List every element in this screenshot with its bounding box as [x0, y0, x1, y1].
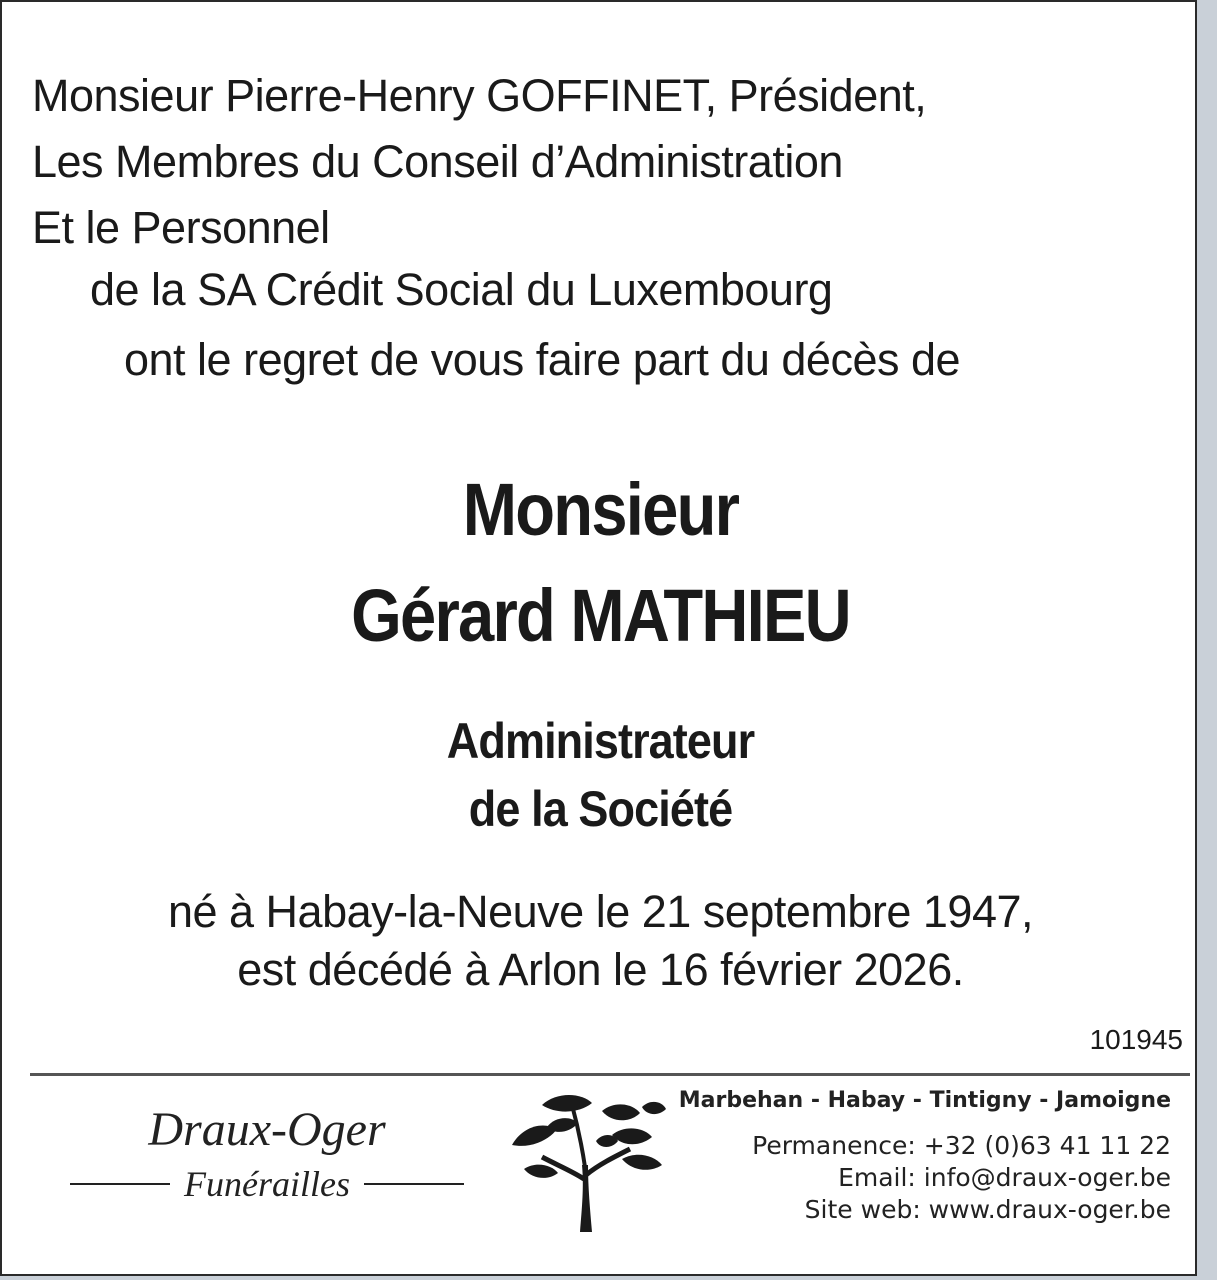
- funeral-home-logo-text: [62, 1102, 472, 1204]
- funeral-home-website: Site web: www.draux-oger.be: [804, 1195, 1171, 1224]
- deceased-name: Gérard MATHIEU: [351, 574, 850, 657]
- funeral-home-email: Email: info@draux-oger.be: [838, 1163, 1171, 1192]
- birth-info: né à Habay-la-Neuve le 21 septembre 1947,: [167, 886, 1034, 937]
- rule-left: [70, 1183, 170, 1185]
- intro-line-president: Monsieur Pierre-Henry GOFFINET, Président,: [32, 70, 927, 121]
- deceased-role-line2: de la Société: [468, 781, 733, 837]
- reference-number: 101945: [1089, 1024, 1183, 1055]
- tree-icon: [502, 1087, 672, 1237]
- deceased-title: Monsieur: [462, 468, 739, 551]
- funeral-home-name: Draux-Oger: [148, 1103, 386, 1156]
- rule-right: [364, 1183, 464, 1185]
- funeral-home-phone: Permanence: +32 (0)63 41 11 22: [752, 1131, 1171, 1160]
- intro-line-staff: Et le Personnel: [32, 202, 330, 253]
- divider: [30, 1073, 1190, 1076]
- funeral-home-subtitle-row: [62, 1164, 472, 1204]
- intro-line-company: de la SA Crédit Social du Luxembourg: [90, 264, 833, 315]
- funeral-home-towns: Marbehan - Habay - Tintigny - Jamoigne: [678, 1088, 1171, 1113]
- intro-line-board: Les Membres du Conseil d’Administration: [32, 136, 843, 187]
- death-info: est décédé à Arlon le 16 février 2026.: [237, 944, 964, 995]
- deceased-role-line1: Administrateur: [446, 713, 755, 769]
- intro-line-regret: ont le regret de vous faire part du décès de: [124, 334, 961, 385]
- funeral-home-subtitle: Funérailles: [184, 1164, 350, 1204]
